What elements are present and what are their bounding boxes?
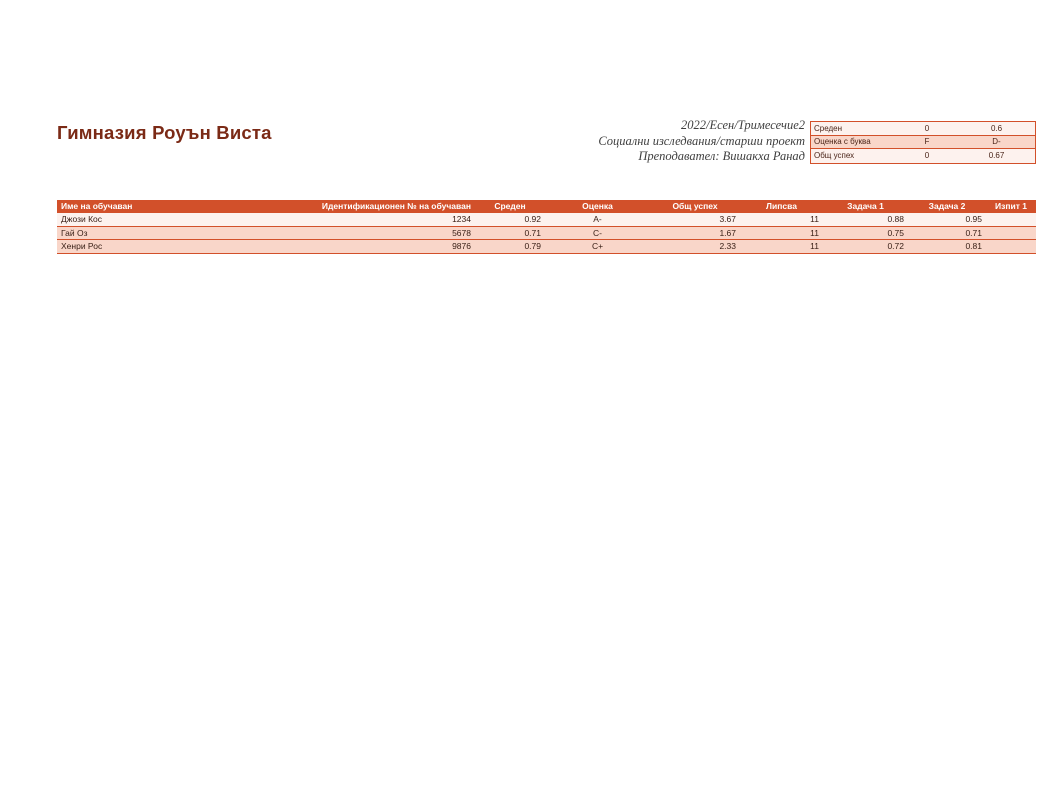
- cell-grade: C-: [545, 226, 650, 240]
- summary-row-value: 0.67: [988, 151, 1005, 161]
- column-header-task-2: Задача 2: [908, 200, 986, 213]
- table-row: [57, 213, 1036, 227]
- column-header-total: Общ успех: [650, 200, 740, 213]
- cell-student-id: 5678: [275, 226, 475, 240]
- cell-absent: 11: [740, 226, 823, 240]
- header-info-course: Социални изследвания/старши проект: [598, 133, 805, 148]
- cell-student-name: Гай Оз: [57, 226, 275, 240]
- summary-row: [811, 149, 1035, 163]
- header-info-block: [430, 118, 805, 165]
- cell-task-1: 0.88: [823, 213, 908, 227]
- column-header-student-id: Идентификационен № на обучаван: [275, 200, 475, 213]
- column-header-exam-1: Изпит 1: [986, 200, 1036, 213]
- cell-student-name: Джози Кос: [57, 213, 275, 227]
- column-header-student-name: Име на обучаван: [57, 200, 275, 213]
- cell-total: 1.67: [650, 226, 740, 240]
- header-info-term: 2022/Есен/Тримесечие2: [681, 118, 805, 132]
- column-header-grade: Оценка: [545, 200, 650, 213]
- cell-absent: 11: [740, 240, 823, 254]
- summary-row-label: Среден: [814, 123, 843, 133]
- header-info-teacher: Преподавател: Вишакха Ранад: [638, 149, 805, 164]
- cell-grade: A-: [545, 213, 650, 227]
- cell-task-2: 0.95: [908, 213, 986, 227]
- cell-absent: 11: [740, 213, 823, 227]
- grades-table: [57, 200, 1036, 254]
- cell-student-name: Хенри Рос: [57, 240, 275, 254]
- summary-row-value: D-: [992, 137, 1001, 147]
- summary-row-mid-value: 0: [924, 151, 930, 161]
- summary-row-label: Оценка с буква: [814, 137, 871, 147]
- column-header-absent: Липсва: [740, 200, 823, 213]
- cell-task-2: 0.71: [908, 226, 986, 240]
- cell-average: 0.71: [475, 226, 545, 240]
- cell-task-2: 0.81: [908, 240, 986, 254]
- cell-student-id: 9876: [275, 240, 475, 254]
- summary-row-value: 0.6: [990, 123, 1003, 133]
- column-header-task-1: Задача 1: [823, 200, 908, 213]
- cell-exam-1: [986, 226, 1036, 240]
- table-row: [57, 226, 1036, 240]
- page-title: Гимназия Роуън Виста: [57, 122, 272, 143]
- cell-student-id: 1234: [275, 213, 475, 227]
- cell-exam-1: [986, 213, 1036, 227]
- cell-average: 0.92: [475, 213, 545, 227]
- summary-box: [810, 121, 1036, 164]
- cell-exam-1: [986, 240, 1036, 254]
- cell-task-1: 0.75: [823, 226, 908, 240]
- cell-total: 3.67: [650, 213, 740, 227]
- cell-total: 2.33: [650, 240, 740, 254]
- summary-row: [811, 136, 1035, 150]
- summary-row-mid-value: 0: [924, 123, 930, 133]
- summary-row: [811, 122, 1035, 136]
- cell-grade: C+: [545, 240, 650, 254]
- cell-average: 0.79: [475, 240, 545, 254]
- cell-task-1: 0.72: [823, 240, 908, 254]
- table-header-row: [57, 200, 1036, 213]
- summary-row-mid-value: F: [924, 137, 930, 147]
- summary-row-label: Общ успех: [814, 151, 855, 161]
- table-row: [57, 240, 1036, 254]
- column-header-average: Среден: [475, 200, 545, 213]
